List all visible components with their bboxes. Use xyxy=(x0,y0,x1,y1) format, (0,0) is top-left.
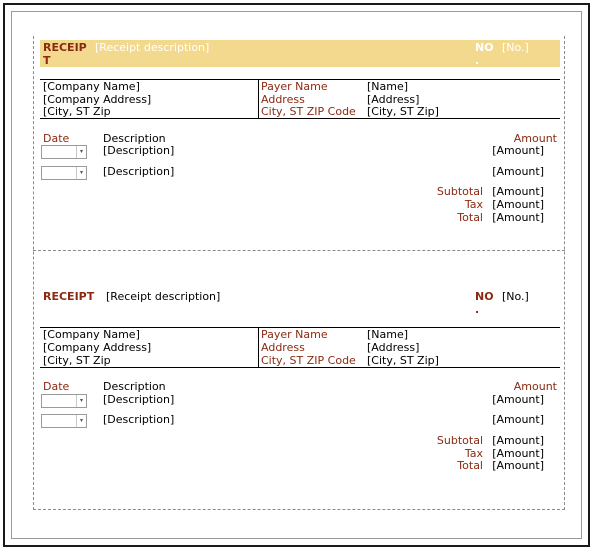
tax-value: [Amount] xyxy=(492,198,544,211)
line-item-amount: [Amount] xyxy=(492,393,544,406)
receipt-1-no-label: NO . xyxy=(475,41,494,67)
cut-line xyxy=(33,250,565,251)
payer-city-label: City, ST ZIP Code xyxy=(261,105,356,118)
date-picker[interactable] xyxy=(41,414,87,428)
receipt-1-divider xyxy=(258,79,259,118)
total-label: Total xyxy=(457,211,483,224)
tax-value: [Amount] xyxy=(492,447,544,460)
description-header: Description xyxy=(103,132,166,145)
receipt-1-rule-bottom xyxy=(40,118,560,119)
dropdown-arrow-icon[interactable]: ▾ xyxy=(76,395,86,407)
payer-address-label: Address xyxy=(261,341,305,354)
payer-name-label: Payer Name xyxy=(261,80,328,93)
date-picker[interactable] xyxy=(41,394,87,408)
receipt-1-no-value: [No.] xyxy=(502,41,529,54)
subtotal-value: [Amount] xyxy=(492,185,544,198)
payer-name-value: [Name] xyxy=(367,328,409,341)
receipt-1-description: [Receipt description] xyxy=(95,41,210,54)
payer-address-label: Address xyxy=(261,93,305,106)
company-name: [Company Name] xyxy=(43,328,140,341)
receipt-2-title: RECEIPT xyxy=(43,290,95,303)
dropdown-arrow-icon[interactable]: ▾ xyxy=(76,415,86,427)
company-address: [Company Address] xyxy=(43,93,152,106)
line-item-description: [Description] xyxy=(103,413,175,426)
company-name: [Company Name] xyxy=(43,80,140,93)
dropdown-arrow-icon[interactable]: ▾ xyxy=(76,167,86,179)
receipt-2-no-label: NO . xyxy=(475,290,494,316)
payer-name-value: [Name] xyxy=(367,80,409,93)
payer-city-label: City, ST ZIP Code xyxy=(261,354,356,367)
line-item-description: [Description] xyxy=(103,165,175,178)
company-address: [Company Address] xyxy=(43,341,152,354)
receipt-2-rule-bottom xyxy=(40,367,560,368)
total-value: [Amount] xyxy=(492,459,544,472)
company-city: [City, ST Zip xyxy=(43,354,111,367)
receipt-2-no-value: [No.] xyxy=(502,290,529,303)
total-label: Total xyxy=(457,459,483,472)
date-picker[interactable] xyxy=(41,145,87,159)
payer-city-value: [City, ST Zip] xyxy=(367,105,439,118)
tax-label: Tax xyxy=(464,447,483,460)
receipt-2-divider xyxy=(258,327,259,367)
line-item-description: [Description] xyxy=(103,393,175,406)
date-picker[interactable] xyxy=(41,166,87,180)
date-header: Date xyxy=(43,132,70,145)
tax-label: Tax xyxy=(464,198,483,211)
line-item-amount: [Amount] xyxy=(492,144,544,157)
amount-header: Amount xyxy=(513,132,557,145)
subtotal-value: [Amount] xyxy=(492,434,544,447)
receipt-2-description: [Receipt description] xyxy=(106,290,221,303)
date-header: Date xyxy=(43,380,70,393)
company-city: [City, ST Zip xyxy=(43,105,111,118)
receipt-1-title: RECEIP T xyxy=(43,41,87,67)
amount-header: Amount xyxy=(513,380,557,393)
line-item-amount: [Amount] xyxy=(492,165,544,178)
total-value: [Amount] xyxy=(492,211,544,224)
payer-name-label: Payer Name xyxy=(261,328,328,341)
subtotal-label: Subtotal xyxy=(436,434,483,447)
payer-city-value: [City, ST Zip] xyxy=(367,354,439,367)
payer-address-value: [Address] xyxy=(367,93,420,106)
dropdown-arrow-icon[interactable]: ▾ xyxy=(76,146,86,158)
line-item-description: [Description] xyxy=(103,144,175,157)
payer-address-value: [Address] xyxy=(367,341,420,354)
subtotal-label: Subtotal xyxy=(436,185,483,198)
description-header: Description xyxy=(103,380,166,393)
line-item-amount: [Amount] xyxy=(492,413,544,426)
